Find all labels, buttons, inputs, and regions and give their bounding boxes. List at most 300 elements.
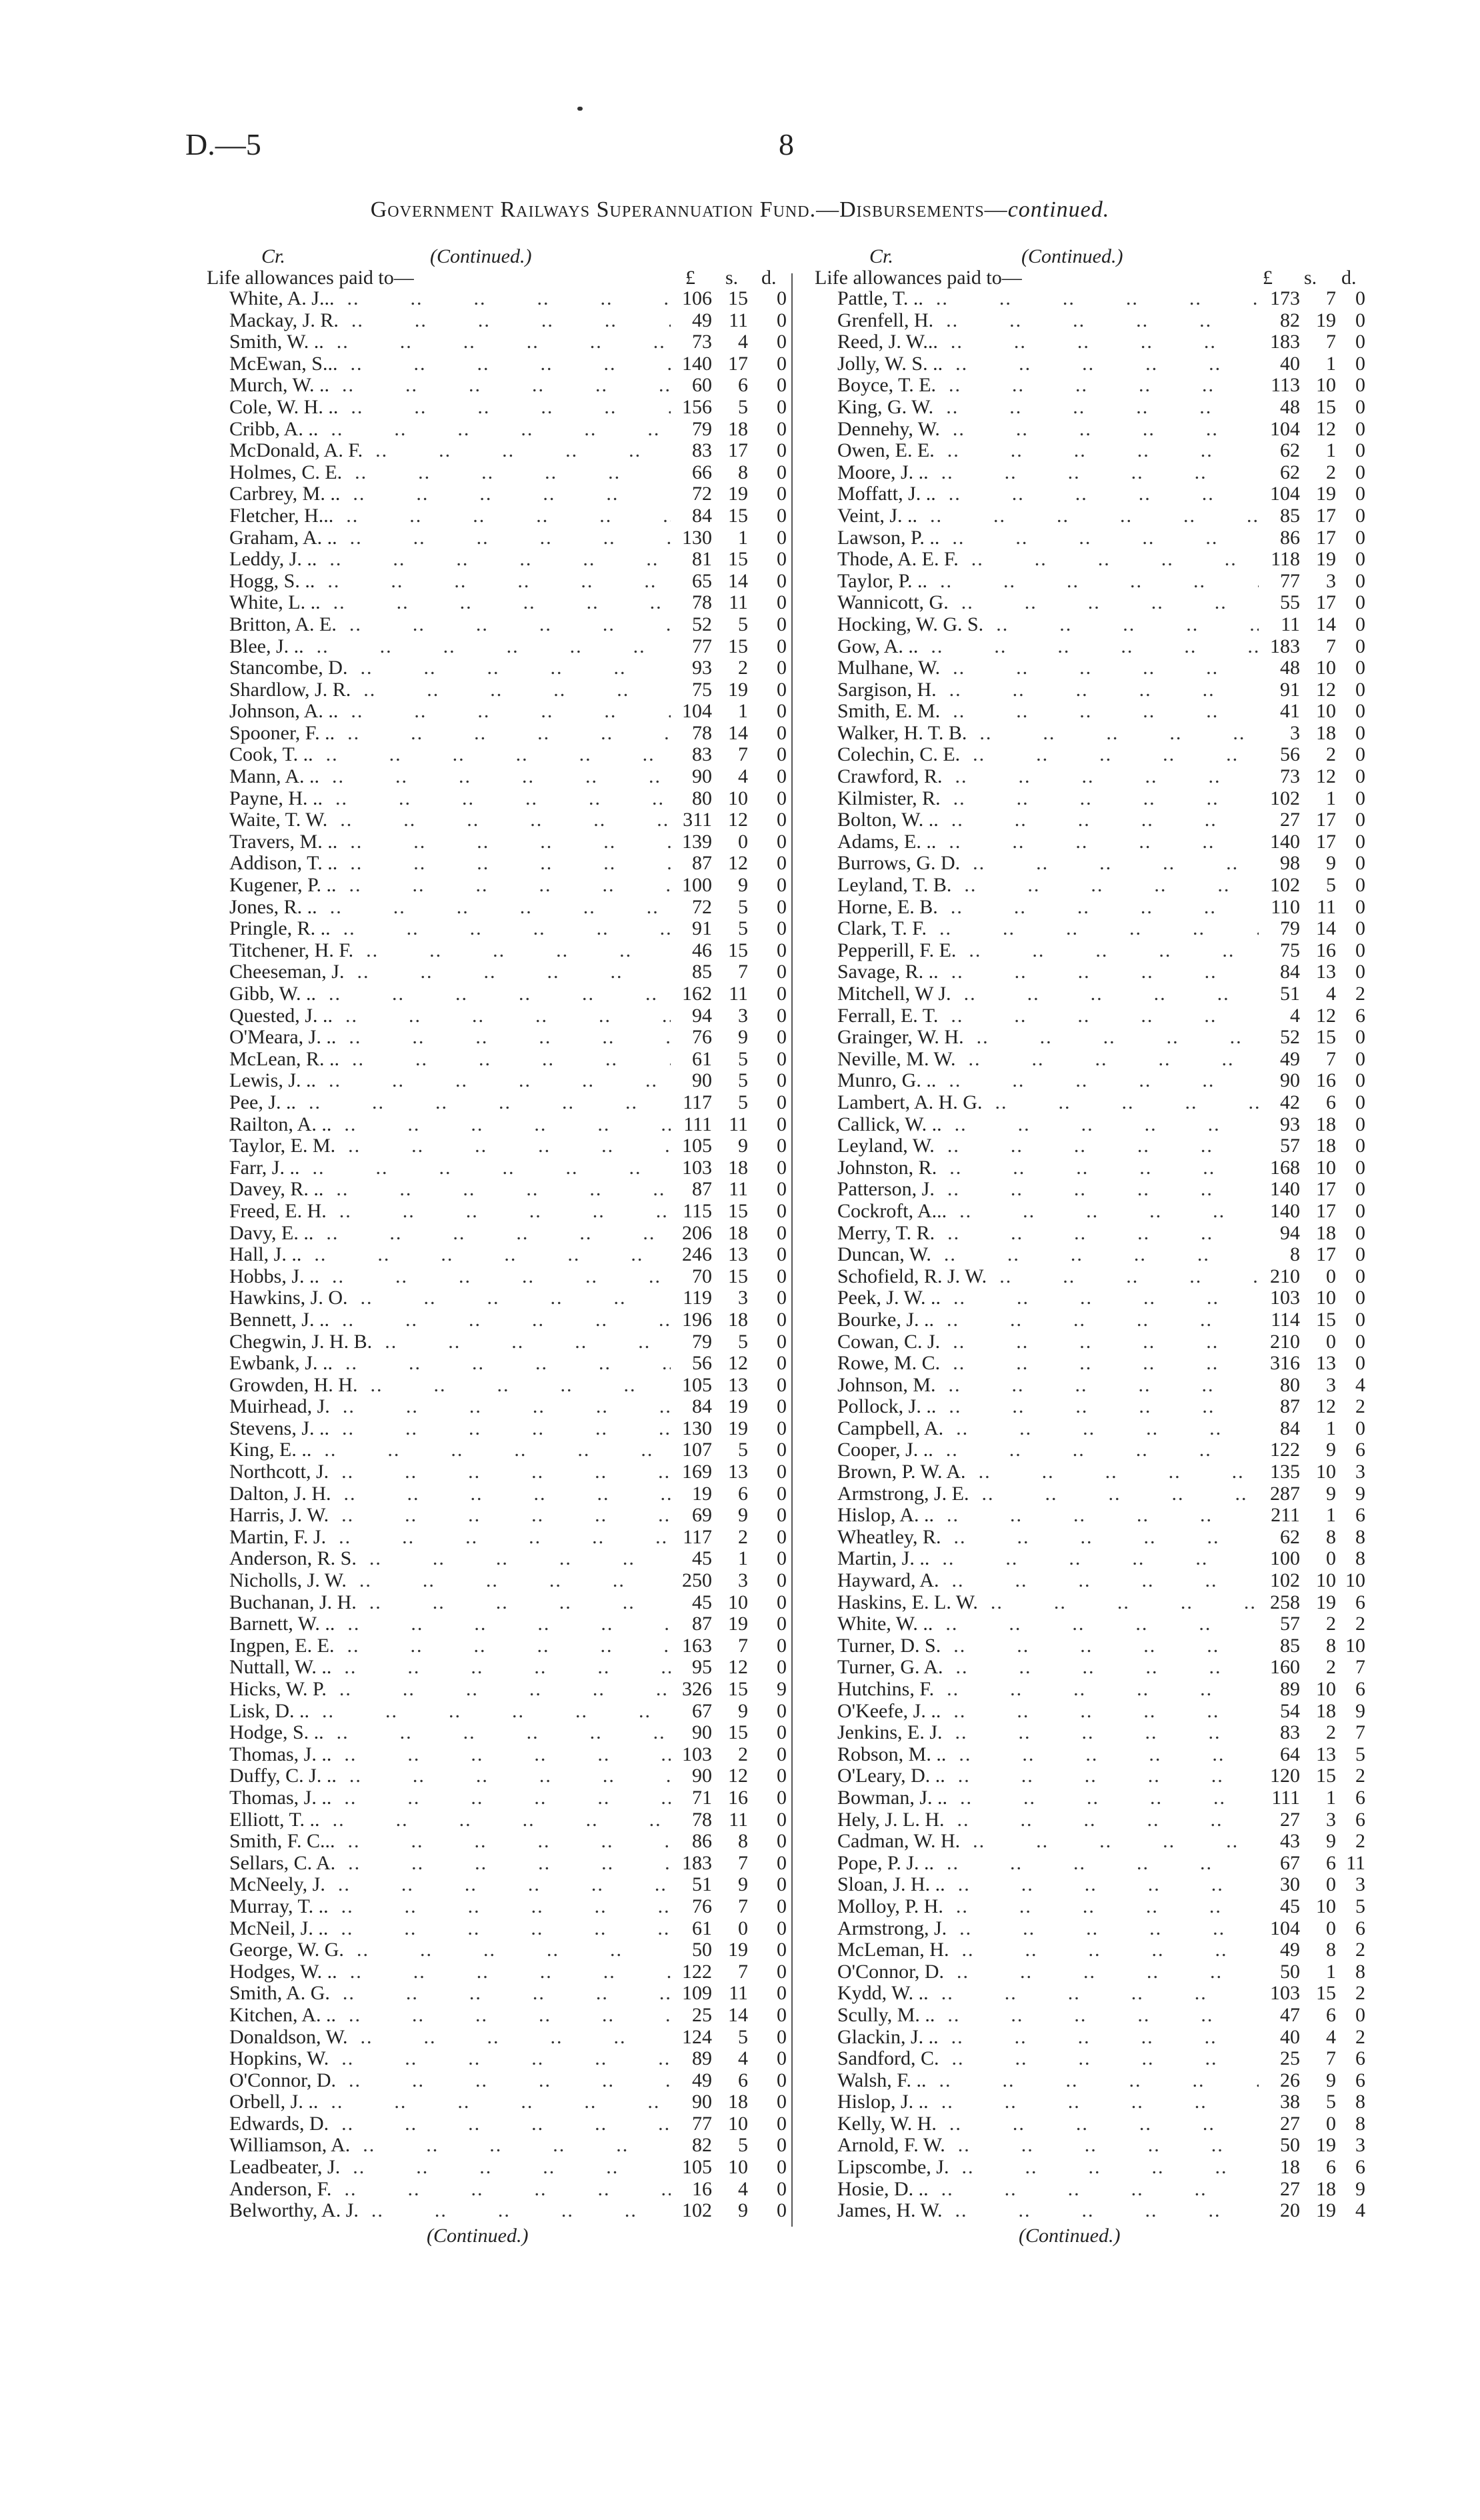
pounds-value: 104: [682, 700, 712, 723]
pounds-value: 135: [1270, 1461, 1300, 1483]
pounds-value: 75: [1280, 939, 1300, 961]
shillings-value: 1: [738, 700, 748, 723]
payee-name: Payne, H. .. ..: [207, 788, 671, 810]
pence-value: 0: [777, 1808, 787, 1831]
pounds-value: 89: [692, 2047, 712, 2070]
pounds-value: 90: [692, 765, 712, 788]
allowance-row: [207, 2027, 787, 2049]
shillings-value: 9: [738, 1699, 748, 1722]
allowance-row: [207, 419, 787, 441]
shillings-value: 15: [728, 287, 748, 309]
allowance-row: [815, 1570, 1365, 1592]
shillings-value: 7: [1326, 287, 1336, 309]
allowance-row: [207, 2157, 787, 2179]
pounds-value: 93: [1280, 1113, 1300, 1135]
pounds-value: 87: [1280, 1395, 1300, 1418]
allowance-row: [815, 1896, 1365, 1918]
payee-name: Duffy, C. J. .. ..: [207, 1765, 671, 1787]
left-cr-label: Cr.: [261, 245, 285, 267]
pence-value: 3: [1355, 2134, 1365, 2157]
allowance-row: [207, 1439, 787, 1461]
shillings-value: 1: [1326, 439, 1336, 462]
allowance-row: [815, 614, 1365, 636]
allowance-row: [815, 1765, 1365, 1787]
payee-name: Walker, H. T. B. ..: [815, 723, 1259, 745]
allowance-row: [815, 1005, 1365, 1027]
shillings-value: 19: [1316, 2199, 1336, 2222]
pounds-value: 105: [682, 2156, 712, 2179]
pence-value: 0: [777, 2047, 787, 2070]
allowance-row: [207, 831, 787, 853]
pence-value: 6: [1355, 1439, 1365, 1461]
payee-name: Dalton, J. H. ..: [207, 1483, 671, 1505]
payee-name: Dennehy, W. ..: [815, 419, 1259, 441]
payee-name: Hall, J. .. ..: [207, 1244, 671, 1266]
pounds-value: 80: [692, 787, 712, 809]
pounds-value: 18: [1280, 2156, 1300, 2179]
shillings-value: 0: [1326, 1265, 1336, 1287]
payee-name: Haskins, E. L. W. ..: [815, 1592, 1259, 1614]
allowance-row: [207, 2091, 787, 2113]
pounds-value: 104: [1270, 1917, 1300, 1939]
pence-value: 11: [1346, 1851, 1365, 1874]
pounds-value: 46: [692, 939, 712, 961]
pence-value: 0: [777, 1308, 787, 1331]
payee-name: Patterson, J. ..: [815, 1179, 1259, 1201]
allowance-row: [207, 636, 787, 658]
column-divider: [791, 273, 793, 2227]
allowance-row: [207, 1201, 787, 1223]
allowance-row: [207, 353, 787, 375]
pence-value: 0: [1355, 1047, 1365, 1070]
payee-name: Taylor, P. .. ..: [815, 571, 1259, 593]
shillings-value: 19: [728, 1613, 748, 1635]
pence-value: 8: [1355, 1547, 1365, 1570]
payee-name: Murch, W. .. ..: [207, 375, 671, 397]
allowance-row: [815, 1396, 1365, 1418]
payee-name: George, W. G. ..: [207, 1939, 671, 1961]
pence-value: 0: [777, 1939, 787, 1961]
shillings-value: 10: [1316, 657, 1336, 679]
pence-value: 5: [1355, 1895, 1365, 1917]
payee-name: Hislop, J. .. ..: [815, 2091, 1259, 2113]
shillings-value: 17: [728, 352, 748, 375]
allowance-row: [815, 2027, 1365, 2049]
allowance-row: [815, 288, 1365, 310]
payee-name: Lawson, P. .. ..: [815, 527, 1259, 549]
shillings-value: 16: [728, 1786, 748, 1809]
payee-name: Schofield, R. J. W. ..: [815, 1266, 1259, 1288]
pounds-value: 8: [1290, 1243, 1300, 1266]
shillings-value: 15: [728, 635, 748, 657]
pence-value: 0: [777, 1156, 787, 1179]
pence-value: 0: [777, 765, 787, 788]
payee-name: King, E. .. ..: [207, 1439, 671, 1461]
allowance-row: [815, 853, 1365, 875]
pence-value: 6: [1355, 2047, 1365, 2070]
pence-value: 0: [777, 591, 787, 614]
allowance-row: [207, 288, 787, 310]
shillings-value: 5: [738, 1330, 748, 1353]
shillings-value: 5: [738, 1047, 748, 1070]
payee-name: Brown, P. W. A. ..: [815, 1461, 1259, 1483]
payee-name: Mitchell, W J. ..: [815, 983, 1259, 1005]
payee-name: Reed, J. W... ..: [815, 331, 1259, 353]
allowance-row: [207, 1722, 787, 1744]
pence-value: 0: [777, 1330, 787, 1353]
shillings-value: 7: [738, 1634, 748, 1657]
pounds-value: 48: [1280, 395, 1300, 418]
pounds-value: 183: [1270, 331, 1300, 353]
pounds-value: 211: [1271, 1504, 1300, 1527]
allowance-row: [815, 2135, 1365, 2157]
pounds-value: 52: [692, 613, 712, 635]
pounds-value: 91: [692, 917, 712, 940]
allowance-row: [815, 831, 1365, 853]
shillings-value: 9: [1326, 1439, 1336, 1461]
pence-value: 6: [1355, 1917, 1365, 1939]
payee-name: Northcott, J. ..: [207, 1461, 671, 1483]
pence-value: 0: [777, 743, 787, 766]
pounds-value: 72: [692, 895, 712, 918]
payee-name: Munro, G. .. ..: [815, 1070, 1259, 1092]
pounds-value: 82: [692, 2134, 712, 2157]
allowance-row: [207, 1613, 787, 1635]
shillings-value: 2: [1326, 461, 1336, 483]
allowance-row: [207, 310, 787, 332]
shillings-value: 17: [728, 439, 748, 462]
shillings-value: 8: [1326, 1939, 1336, 1961]
pence-value: 0: [777, 1917, 787, 1939]
payee-name: Kilmister, R. ..: [815, 788, 1259, 810]
title-continued: continued.: [1007, 197, 1110, 222]
payee-name: Buchanan, J. H. ..: [207, 1592, 671, 1614]
pounds-value: 140: [1270, 830, 1300, 853]
pence-value: 0: [777, 1178, 787, 1201]
pounds-value: 104: [1270, 483, 1300, 505]
shillings-value: 15: [728, 1678, 748, 1700]
pounds-value: 45: [1280, 1895, 1300, 1917]
shillings-value: 10: [1316, 1895, 1336, 1917]
left-continued-label: (Continued.): [430, 245, 532, 267]
pence-value: 0: [777, 1482, 787, 1505]
pence-value: 2: [1355, 1939, 1365, 1961]
pence-value: 0: [1355, 483, 1365, 505]
pence-value: 6: [1355, 2069, 1365, 2091]
payee-name: O'Leary, D. .. ..: [815, 1765, 1259, 1787]
allowance-row: [207, 2179, 787, 2201]
pence-value: 0: [1355, 852, 1365, 875]
pounds-value: 119: [683, 1287, 712, 1309]
pounds-value: 52: [1280, 1026, 1300, 1049]
allowance-row: [815, 1092, 1365, 1114]
pounds-value: 90: [692, 1765, 712, 1787]
pence-value: 0: [1355, 1308, 1365, 1331]
pence-value: 0: [1355, 374, 1365, 397]
payee-name: Pringle, R. .. ..: [207, 918, 671, 940]
allowance-row: [207, 1787, 787, 1809]
pounds-value: 75: [692, 678, 712, 701]
shillings-value: 15: [728, 1199, 748, 1222]
pence-value: 0: [777, 1634, 787, 1657]
pounds-value: 51: [692, 1873, 712, 1896]
allowance-row: [207, 440, 787, 462]
payee-name: Muirhead, J. ..: [207, 1396, 671, 1418]
shillings-value: 13: [1316, 1743, 1336, 1765]
allowance-row: [815, 723, 1365, 745]
allowance-row: [207, 1570, 787, 1592]
pence-value: 0: [777, 983, 787, 1005]
pounds-value: 90: [692, 1721, 712, 1744]
pounds-value: 56: [692, 1352, 712, 1375]
shillings-value: 13: [1316, 1352, 1336, 1375]
pounds-value: 27: [1280, 809, 1300, 831]
pounds-value: 103: [682, 1743, 712, 1765]
shillings-value: 2: [1326, 743, 1336, 766]
shillings-value: 0: [738, 1917, 748, 1939]
shillings-value: 18: [1316, 1699, 1336, 1722]
pounds-value: 89: [1280, 1678, 1300, 1700]
shillings-value: 7: [738, 1895, 748, 1917]
pounds-value: 117: [683, 1091, 712, 1113]
allowance-row: [207, 1831, 787, 1853]
pounds-value: 103: [1270, 1982, 1300, 2005]
shillings-value: 11: [1317, 895, 1336, 918]
pence-value: 0: [777, 613, 787, 635]
right-continued-label: (Continued.): [1021, 245, 1123, 267]
pence-value: 2: [1355, 1395, 1365, 1418]
payee-name: Hicks, W. P. ..: [207, 1679, 671, 1701]
pounds-value: 86: [692, 1830, 712, 1853]
shillings-value: 9: [1326, 1482, 1336, 1505]
shillings-value: 19: [728, 483, 748, 505]
allowance-row: [207, 1375, 787, 1397]
pounds-value: 69: [692, 1504, 712, 1527]
pence-value: 8: [1355, 2112, 1365, 2135]
pounds-value: 210: [1270, 1265, 1300, 1287]
payee-name: Neville, M. W. ..: [815, 1049, 1259, 1071]
shillings-value: 1: [1326, 1960, 1336, 1983]
allowance-row: [207, 505, 787, 527]
payee-name: Merry, T. R. ..: [815, 1223, 1259, 1245]
pounds-value: 183: [1270, 635, 1300, 657]
payee-name: Davy, E. .. ..: [207, 1223, 671, 1245]
pence-value: 9: [1355, 1699, 1365, 1722]
shillings-value: 3: [1326, 569, 1336, 592]
allowance-row: [207, 2135, 787, 2157]
allowance-row: [207, 788, 787, 810]
pence-value: 0: [777, 395, 787, 418]
allowance-row: [815, 440, 1365, 462]
allowance-row: [207, 1287, 787, 1309]
pence-value: 0: [777, 1743, 787, 1765]
allowance-row: [207, 1418, 787, 1440]
shillings-value: 17: [1316, 809, 1336, 831]
pence-value: 0: [1355, 874, 1365, 897]
pence-value: 0: [777, 895, 787, 918]
pounds-value: 84: [692, 504, 712, 527]
payee-name: Johnson, M. ..: [815, 1375, 1259, 1397]
allowance-row: [815, 1070, 1365, 1092]
allowance-row: [207, 657, 787, 679]
payee-name: Travers, M. .. ..: [207, 831, 671, 853]
pence-value: 0: [1355, 743, 1365, 766]
payee-name: Savage, R. .. ..: [815, 961, 1259, 983]
pence-value: 0: [777, 1525, 787, 1548]
payee-name: McLean, R. .. ..: [207, 1049, 671, 1071]
pounds-value: 25: [692, 2003, 712, 2026]
pounds-value: 100: [682, 874, 712, 897]
allowance-row: [815, 483, 1365, 505]
pounds-value: 49: [692, 309, 712, 331]
shillings-value: 11: [729, 983, 748, 1005]
pounds-value: 115: [683, 1199, 712, 1222]
allowance-row: [207, 1157, 787, 1179]
allowance-row: [207, 592, 787, 614]
pounds-value: 66: [692, 461, 712, 483]
pence-value: 0: [777, 635, 787, 657]
pence-value: 0: [777, 1113, 787, 1135]
payee-name: Molloy, P. H. ..: [815, 1896, 1259, 1918]
pounds-value: 48: [1280, 657, 1300, 679]
shillings-value: 7: [738, 743, 748, 766]
payee-name: Glackin, J. .. ..: [815, 2027, 1259, 2049]
allowance-row: [207, 1353, 787, 1375]
pounds-value: 246: [682, 1243, 712, 1266]
left-allowance-list: [207, 288, 787, 2222]
payee-name: Edwards, D. ..: [207, 2113, 671, 2135]
shillings-value: 9: [738, 1026, 748, 1049]
payee-name: White, L. .. ..: [207, 592, 671, 614]
pence-value: 2: [1355, 1830, 1365, 1853]
allowance-row: [815, 1179, 1365, 1201]
pounds-value: 45: [692, 1591, 712, 1613]
shillings-value: 19: [1316, 309, 1336, 331]
payee-name: Cadman, W. H. ..: [815, 1831, 1259, 1853]
shillings-value: 11: [729, 1113, 748, 1135]
pence-value: 6: [1355, 1591, 1365, 1613]
payee-name: Duncan, W. ..: [815, 1244, 1259, 1266]
payee-name: Bennett, J. .. ..: [207, 1309, 671, 1331]
allowance-row: [815, 701, 1365, 723]
shillings-value: 10: [1316, 1678, 1336, 1700]
payee-name: Hutchins, F. ..: [815, 1679, 1259, 1701]
allowance-row: [207, 1223, 787, 1245]
payee-name: McLeman, H. ..: [815, 1939, 1259, 1961]
allowance-row: [815, 1657, 1365, 1679]
shillings-value: 19: [1316, 2134, 1336, 2157]
payee-name: Mulhane, W. ..: [815, 657, 1259, 679]
pence-value: 6: [1355, 1504, 1365, 1527]
allowance-row: [207, 1461, 787, 1483]
pounds-value: 49: [1280, 1939, 1300, 1961]
pounds-value: 83: [692, 439, 712, 462]
pounds-value: 258: [1270, 1591, 1300, 1613]
pence-value: 0: [777, 374, 787, 397]
pence-value: 0: [1355, 1265, 1365, 1287]
allowance-row: [815, 1722, 1365, 1744]
shillings-value: 7: [738, 961, 748, 983]
allowance-row: [207, 1701, 787, 1723]
shillings-value: 14: [1316, 917, 1336, 940]
pence-value: 0: [777, 1895, 787, 1917]
shillings-value: 9: [738, 874, 748, 897]
payee-name: Rowe, M. C. ..: [815, 1353, 1259, 1375]
pounds-value: 79: [692, 417, 712, 440]
pounds-value: 84: [692, 1395, 712, 1418]
payee-name: Nicholls, J. W. ..: [207, 1570, 671, 1592]
shillings-value: 2: [738, 1525, 748, 1548]
shillings-value: 0: [1326, 1330, 1336, 1353]
allowance-row: [207, 1135, 787, 1157]
pounds-value: 50: [1280, 2134, 1300, 2157]
pounds-value: 107: [682, 1439, 712, 1461]
allowance-row: [815, 1375, 1365, 1397]
pounds-value: 65: [692, 569, 712, 592]
payee-name: Smith, W. .. ..: [207, 331, 671, 353]
page-title: [0, 197, 1480, 223]
pence-value: 0: [1355, 1091, 1365, 1113]
payee-name: Anderson, F. ..: [207, 2179, 671, 2201]
shillings-value: 10: [1316, 1569, 1336, 1592]
payee-name: Smith, A. G. ..: [207, 1983, 671, 2005]
pence-value: 0: [777, 1504, 787, 1527]
left-section-label-row: [207, 267, 787, 288]
shillings-value: 2: [738, 657, 748, 679]
allowance-row: [207, 1309, 787, 1331]
pounds-value: 67: [1280, 1851, 1300, 1874]
pounds-value: 60: [692, 374, 712, 397]
payee-name: Blee, J. .. ..: [207, 636, 671, 658]
shillings-value: 6: [1326, 2003, 1336, 2026]
pounds-value: 102: [1270, 787, 1300, 809]
pounds-value: 62: [1280, 461, 1300, 483]
shillings-value: 0: [738, 830, 748, 853]
allowance-row: [815, 1201, 1365, 1223]
shillings-value: 7: [738, 1851, 748, 1874]
shillings-value: 4: [1326, 2025, 1336, 2048]
allowance-row: [207, 614, 787, 636]
payee-name: Hosie, D. .. ..: [815, 2179, 1259, 2201]
shillings-value: 6: [1326, 1091, 1336, 1113]
allowance-row: [207, 1070, 787, 1092]
pence-value: 0: [777, 721, 787, 744]
shillings-value: 15: [1316, 1026, 1336, 1049]
payee-name: Britton, A. E. ..: [207, 614, 671, 636]
payee-name: Bourke, J. .. ..: [815, 1309, 1259, 1331]
payee-name: Williamson, A. ..: [207, 2135, 671, 2157]
allowance-row: [815, 1983, 1365, 2005]
shillings-value: 10: [1316, 700, 1336, 723]
allowance-row: [207, 1657, 787, 1679]
pounds-value: 117: [683, 1525, 712, 1548]
pounds-value: 82: [1280, 309, 1300, 331]
pounds-value: 113: [1271, 374, 1300, 397]
pence-value: 0: [777, 2069, 787, 2091]
allowance-row: [207, 1505, 787, 1527]
allowance-row: [815, 918, 1365, 940]
pounds-value: 93: [692, 657, 712, 679]
payee-name: Titchener, H. F. ..: [207, 940, 671, 962]
shillings-value: 18: [728, 1308, 748, 1331]
shillings-value: 5: [738, 1439, 748, 1461]
allowance-row: [207, 1527, 787, 1549]
payee-name: Gow, A. .. ..: [815, 636, 1259, 658]
pounds-value: 160: [1270, 1656, 1300, 1679]
pence-value: 0: [1355, 2003, 1365, 2026]
payee-name: Hely, J. L. H. ..: [815, 1809, 1259, 1831]
payee-name: Sloan, J. H. .. ..: [815, 1874, 1259, 1896]
